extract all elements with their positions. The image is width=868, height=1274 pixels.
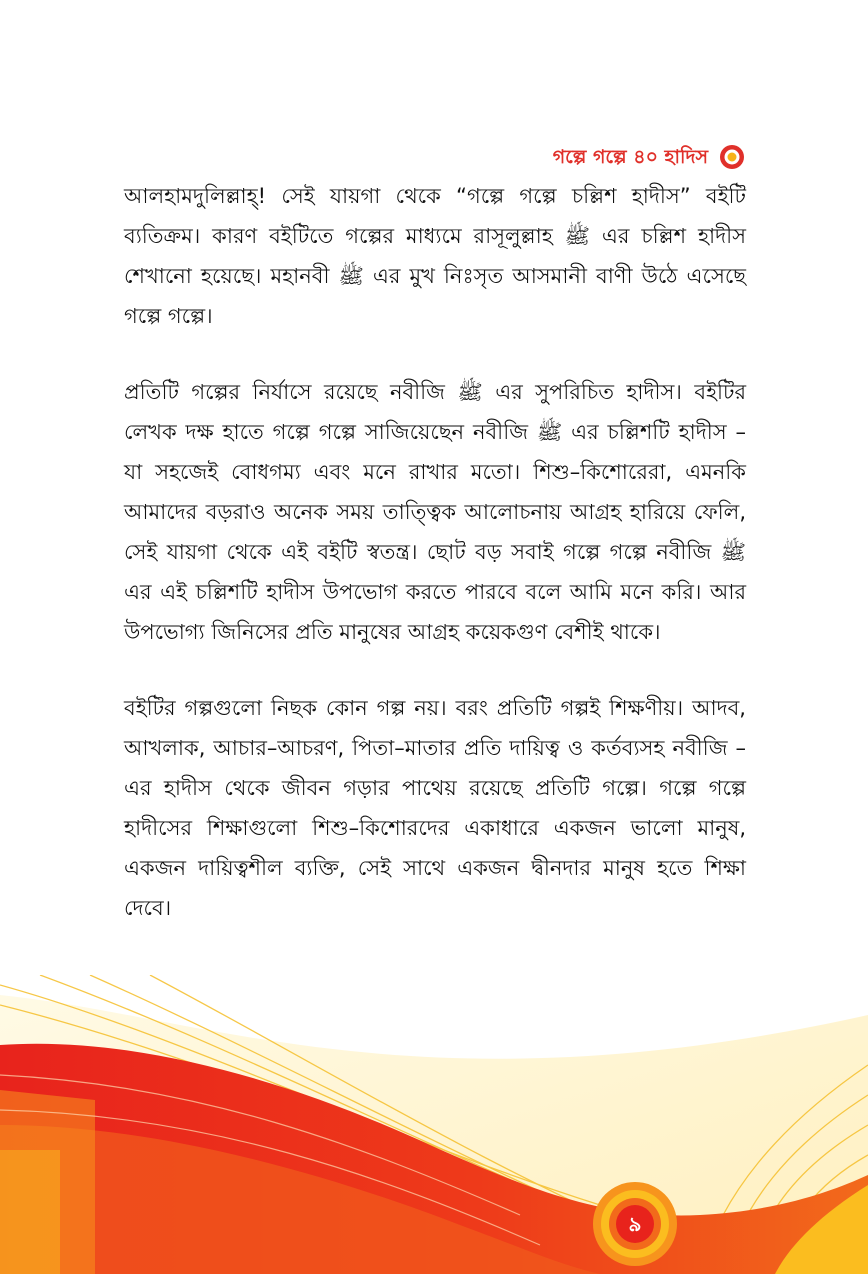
paragraph-2: প্রতিটি গল্পের নির্যাসে রয়েছে নবীজি ﷺ এর সুপরিচিত হাদীস। বইটির লেখক দক্ষ হাতে গল্পে গল্পে সাজিয়েছেন নবীজি ﷺ এর চল্লিশটি হাদীস – যা সহজেই বোধগম্য এবং মনে রাখার মতো। শিশু–কিশোরেরা, এমনকি আমাদের বড়রাও অনেক সময় তাত্ত্বিক আলোচনায় আগ্রহ হারিয়ে ফেলি, সেই যায়গা থেকে এই বইটি স্বতন্ত্র। ছোট বড় সবাই গল্পে গল্পে নবীজি ﷺ এর এই চল্লিশটি হাদীস উপভোগ করতে পারবে বলে আমি মনে করি। আর উপভোগ্য জিনিসের প্রতি মানুষের আগ্রহ কয়েকগুণ বেশীই থাকে।: [124, 380, 746, 644]
paragraph-1: আলহামদুলিল্লাহ্! সেই যায়গা থেকে “গল্পে গল্পে চল্লিশ হাদীস” বইটি ব্যতিক্রম। কারণ বইটিতে গল্পের মাধ্যমে রাসূলুল্লাহ ﷺ এর চল্লিশ হাদীস শেখানো হয়েছে। মহানবী ﷺ এর মুখ নিঃসৃত আসমানী বাণী উঠে এসেছে গল্পে গল্পে।: [124, 184, 747, 328]
ring-badge-icon: [718, 143, 746, 171]
paragraph-3: বইটির গল্পগুলো নিছক কোন গল্প নয়। বরং প্রতিটি গল্পই শিক্ষণীয়। আদব, আখলাক, আচার–আচরণ, পিতা–মাতার প্রতি দায়িত্ব ও কর্তব্যসহ নবীজি – এর হাদীস থেকে জীবন গড়ার পাথেয় রয়েছে প্রতিটি গল্পে। গল্পে গল্পে হাদীসের শিক্ষাগুলো শিশু–কিশোরদের একাধারে একজন ভালো মানুষ, একজন দায়িত্বশীল ব্যক্তি, সেই সাথে একজন দ্বীনদার মানুষ হতে শিক্ষা দেবে।: [124, 696, 746, 920]
page-number: ৯: [628, 1212, 642, 1236]
decorative-wave-footer: [0, 975, 868, 1274]
running-header: [553, 143, 746, 171]
body-text: [124, 176, 746, 964]
running-header-title: গল্পে গল্পে ৪০ হাদিস: [552, 146, 708, 168]
